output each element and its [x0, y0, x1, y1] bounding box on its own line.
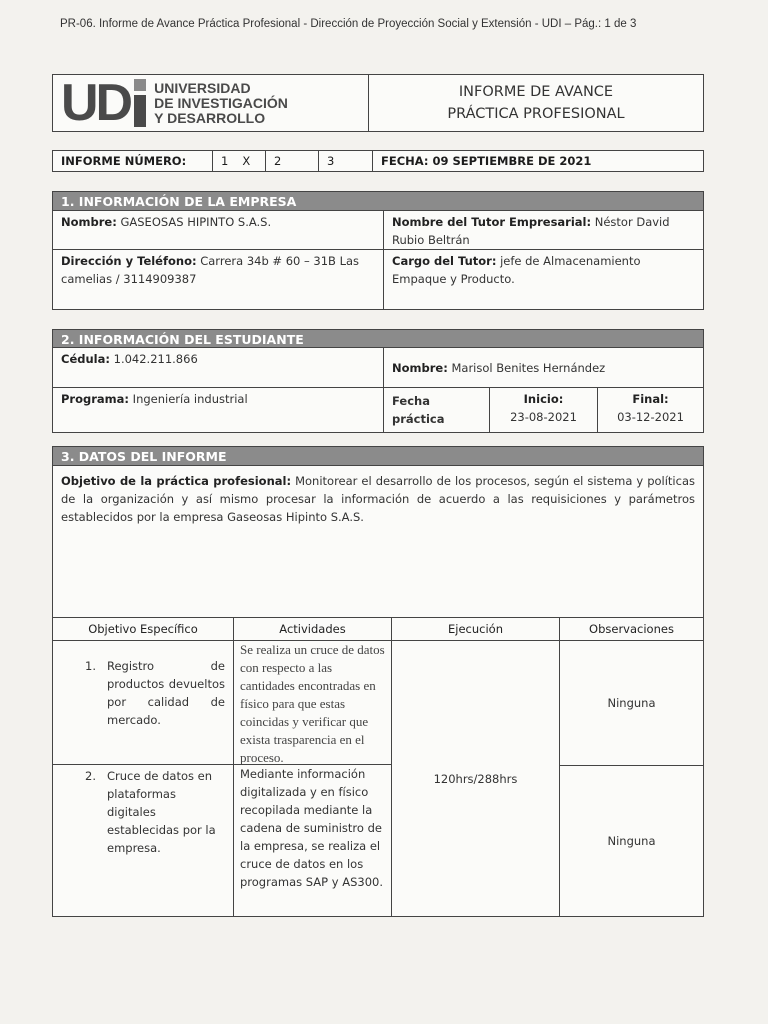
document-title-block [52, 74, 704, 132]
logo-text: UNIVERSIDAD DE INVESTIGACIÓN Y DESARROLLO [154, 79, 288, 126]
practice-end: Final: 03-12-2021 [597, 388, 703, 432]
section-1-title: 1. INFORMACIÓN DE LA EMPRESA [52, 191, 704, 211]
header-execution: Ejecución [392, 618, 559, 641]
logo-mark: UD [61, 77, 146, 129]
practice-date-label: Fecha práctica [383, 388, 489, 432]
section-3-title: 3. DATOS DEL INFORME [52, 446, 704, 466]
objectives-column [53, 618, 233, 916]
observation-1: Ninguna [560, 641, 703, 766]
company-name: Nombre: GASEOSAS HIPINTO S.A.S. [61, 215, 272, 229]
report-number-row [52, 150, 704, 172]
tutor-position: Cargo del Tutor: jefe de Almacenamiento Empaque y Producto. [383, 250, 703, 309]
student-name: Nombre: Marisol Benites Hernández [383, 348, 703, 387]
header-observations: Observaciones [560, 618, 703, 641]
practice-start: Inicio: 23-08-2021 [489, 388, 597, 432]
document-title: INFORME DE AVANCE PRÁCTICA PROFESIONAL [447, 84, 625, 122]
student-info-table [52, 347, 704, 433]
report-data-table [52, 465, 704, 917]
header-objective: Objetivo Específico [53, 618, 233, 641]
section-2-title: 2. INFORMACIÓN DEL ESTUDIANTE [52, 329, 704, 349]
report-option-2: 2 [266, 151, 319, 171]
report-number-label: INFORME NÚMERO: [53, 151, 213, 171]
observation-2: Ninguna [607, 834, 656, 848]
company-info-table [52, 210, 704, 310]
student-id: Cédula: 1.042.211.866 [61, 352, 198, 366]
activity-1: Se realiza un cruce de datos con respecto a las cantidades encontradas en físico para que estas coincidas y verificar que exista trasparencia en el proceso. [234, 641, 391, 765]
student-program: Programa: Ingeniería industrial [61, 392, 248, 406]
practice-objective: Objetivo de la práctica profesional: Monitorear el desarrollo de los procesos, según el sistema y políticas de la organización y así mismo procesar la información de acuerdo a las requisiciones y parámetros establecidos por la empresa Gaseosas Hipinto S.A.S. [53, 466, 703, 618]
objective-1: 1. Registro de productos devueltos por calidad de mercado. [53, 641, 233, 765]
activity-2: Mediante información digitalizada y en físico recopilada mediante la cadena de suministro de la empresa, se realiza el cruce de datos en los programas SAP y AS300. [240, 767, 383, 889]
udi-logo [53, 75, 369, 131]
execution-value: 120hrs/288hrs [433, 771, 518, 786]
report-option-3: 3 [319, 151, 373, 171]
observations-column [559, 618, 703, 916]
report-date: FECHA: 09 SEPTIEMBRE DE 2021 [381, 154, 592, 168]
page-header: PR-06. Informe de Avance Práctica Profesional - Dirección de Proyección Social y Extensión - UDI – Pág.: 1 de 3 [60, 18, 637, 30]
company-address: Dirección y Teléfono: Carrera 34b # 60 – 31B Las camelias / 3114909387 [61, 254, 360, 286]
objective-2: 2. Cruce de datos en plataformas digitales establecidas por la empresa. [85, 769, 216, 855]
activities-column [233, 618, 391, 916]
header-activities: Actividades [234, 618, 391, 641]
report-option-1: 1 X [213, 151, 266, 171]
tutor-name: Nombre del Tutor Empresarial: Néstor David Rubio Beltrán [383, 211, 703, 249]
execution-column [391, 618, 559, 916]
